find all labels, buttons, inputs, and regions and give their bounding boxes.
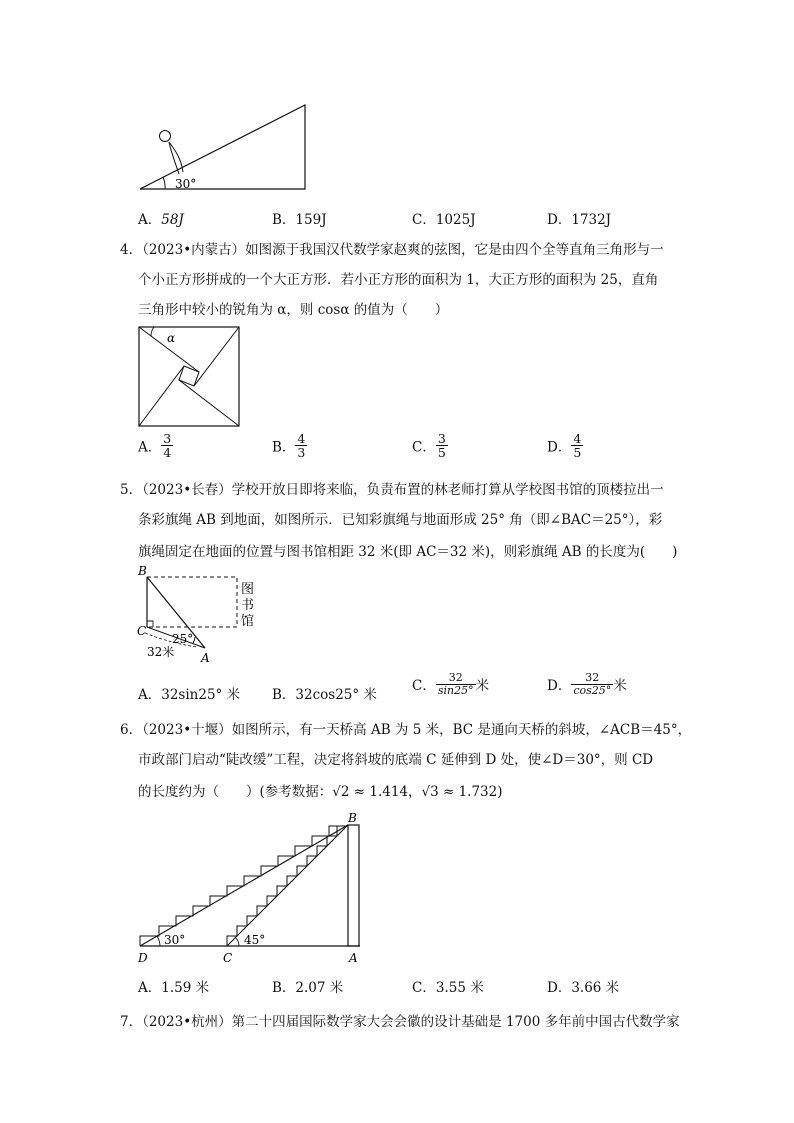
q6-stem-line-1: 6．（2023•十堰）如图所示，有一天桥高 AB 为 5 米，BC 是通向天桥的斜坡，∠ACB＝45°， xyxy=(120,722,692,738)
q6-angle-45: 45° xyxy=(244,933,266,947)
q6-option-d[interactable]: D．3.66 米 xyxy=(547,980,620,996)
q4-option-d[interactable]: D． $\frac{4}{5}$ xyxy=(547,431,582,461)
q6-option-a[interactable]: A．1.59 米 xyxy=(138,980,210,996)
q6-stem-line-2: 市政部门启动“陡改缓”工程，决定将斜坡的底端 C 延伸到 D 处，使∠D＝30°，则 CD xyxy=(138,752,654,768)
q6-angle-30: 30° xyxy=(164,933,186,947)
q5-stem-line-2: 条彩旗绳 AB 到地面，如图所示．已知彩旗绳与地面形成 25° 角（即∠BAC＝25°），彩 xyxy=(138,512,663,528)
q5-library-char-2: 书 xyxy=(241,598,255,613)
q3-option-a[interactable]: A．58J xyxy=(138,212,184,228)
q6-label-b: B xyxy=(348,811,357,825)
q5-label-a: A xyxy=(201,651,210,665)
q4-stem-line-2: 个小正方形拼成的一个大正方形．若小正方形的面积为 1，大正方形的面积为 25，直角 xyxy=(138,272,659,288)
q5-angle-label: 25° xyxy=(172,632,194,646)
q4-alpha-label: α xyxy=(167,331,176,345)
q5-library-char-3: 馆 xyxy=(241,614,255,629)
q5-stem-line-1: 5．（2023•长春）学校开放日即将来临，负责布置的林老师打算从学校图书馆的顶楼拉出一 xyxy=(120,482,664,498)
q7-stem-line-1: 7．（2023•杭州）第二十四届国际数学家大会会徽的设计基础是 1700 多年前中国古代数学家 xyxy=(120,1014,680,1030)
q4-option-b[interactable]: B． $\frac{4}{3}$ xyxy=(272,431,306,461)
q5-stem-line-3: 旗绳固定在地面的位置与图书馆相距 32 米(即 AC＝32 米)，则彩旗绳 AB 的长度为( ) xyxy=(138,544,678,560)
q6-option-b[interactable]: B．2.07 米 xyxy=(272,980,344,996)
q4-stem-line-3: 三角形中较小的锐角为 α，则 cosα 的值为（ ） xyxy=(138,302,449,318)
q5-label-b: B xyxy=(138,564,147,578)
q5-option-b[interactable]: B．32cos25° 米 xyxy=(272,687,377,703)
q6-stem-line-3: 的长度约为（ ）(参考数据：√2 ≈ 1.414，√3 ≈ 1.732) xyxy=(138,784,503,800)
q4-zhao-shuang-figure xyxy=(138,326,242,428)
q5-library-figure xyxy=(135,565,270,667)
q5-option-a[interactable]: A．32sin25° 米 xyxy=(138,687,241,703)
q5-option-d[interactable]: D． $\frac{32}{\cos 25^\circ}$ 米 xyxy=(547,671,627,697)
q3-option-c[interactable]: C．1025J xyxy=(412,212,476,228)
q3-slope-figure xyxy=(135,100,315,195)
q5-option-c[interactable]: C． $\frac{32}{\sin 25^\circ}$ 米 xyxy=(412,671,490,697)
q4-option-c[interactable]: C． $\frac{3}{5}$ xyxy=(412,431,446,461)
q5-label-c: C xyxy=(137,624,147,638)
q3-option-b[interactable]: B．159J xyxy=(272,212,327,228)
q3-angle-label: 30° xyxy=(175,177,197,191)
q5-distance-label: 32米 xyxy=(147,645,175,659)
q6-label-d: D xyxy=(138,951,148,965)
q6-option-c[interactable]: C．3.55 米 xyxy=(412,980,484,996)
q4-stem-line-1: 4．（2023•内蒙古）如图源于我国汉代数学家赵爽的弦图，它是由四个全等直角三角形与一 xyxy=(120,242,664,258)
q3-option-d[interactable]: D．1732J xyxy=(547,212,612,228)
q6-label-c: C xyxy=(223,951,233,965)
q5-library-char-1: 图 xyxy=(241,582,255,597)
q6-label-a: A xyxy=(349,951,358,965)
q4-option-a[interactable]: A． $\frac{3}{4}$ xyxy=(138,431,172,461)
q6-bridge-stairs-figure xyxy=(135,808,375,968)
